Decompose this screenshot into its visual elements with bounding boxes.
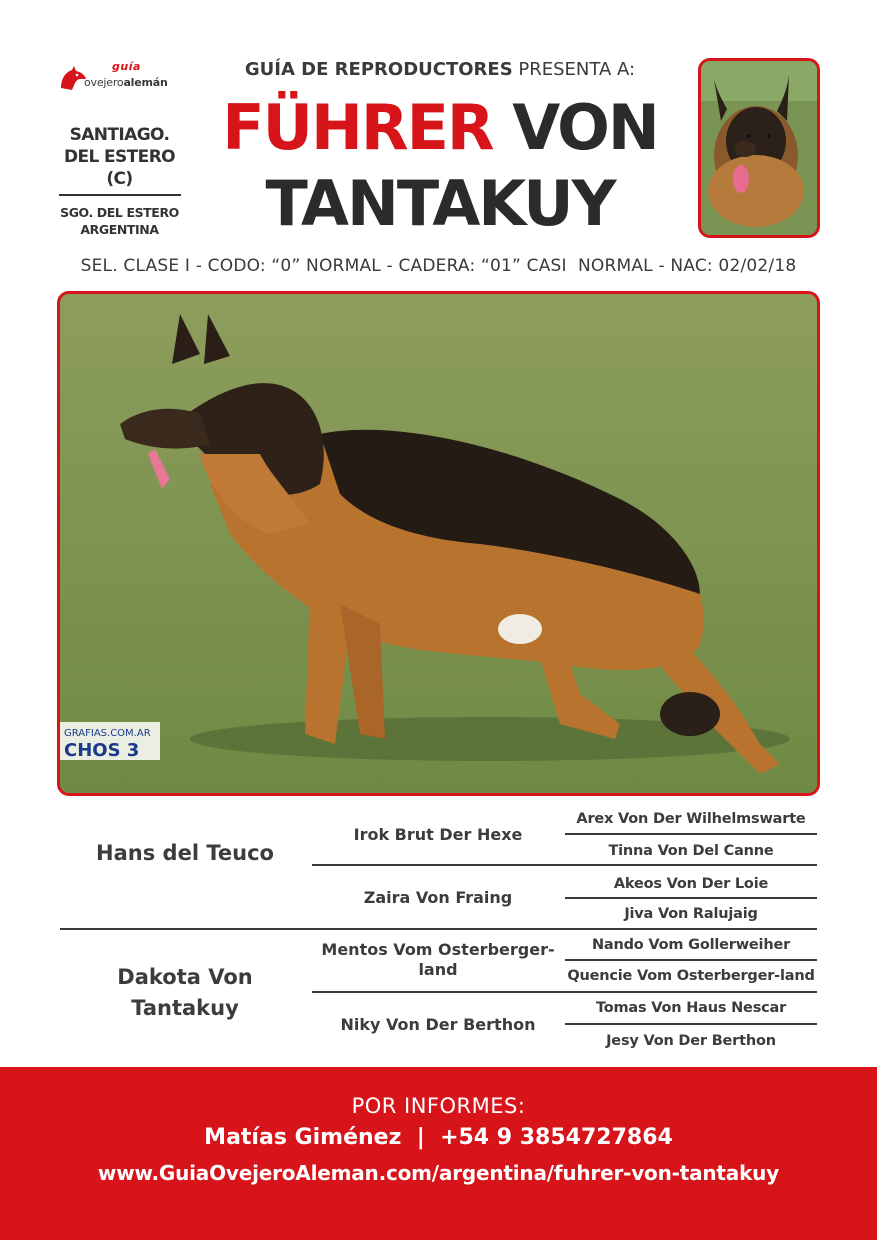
pedigree-rule (60, 928, 817, 930)
dog-specs: SEL. CLASE I - CODO: “0” NORMAL - CADERA: “01” CASI NORMAL - NAC: 02/02/18 (80, 256, 797, 276)
pedigree-ggp-5: Nando Vom Gollerweiher (591, 937, 791, 953)
location-block (52, 124, 187, 238)
logo-line-2 (84, 76, 168, 89)
pedigree-ggp-1: Arex Von Der Wilhelmswarte (576, 811, 806, 827)
pedigree-ggp-8: Jesy Von Der Berthon (606, 1033, 776, 1049)
location-region: SGO. DEL ESTERO ARGENTINA (60, 205, 179, 237)
brand-logo (58, 60, 188, 98)
location-divider (59, 194, 181, 196)
footer-label: POR INFORMES: (351, 1094, 526, 1118)
presenta-rest: PRESENTA A: (512, 59, 636, 80)
dog-portrait-photo (698, 58, 820, 238)
pedigree-dam: Dakota Von Tantakuy (117, 965, 253, 1020)
title-rest-1: VON (492, 91, 658, 164)
contact-footer (0, 1067, 877, 1240)
pedigree-sire-dam: Zaira Von Fraing (363, 888, 513, 907)
pedigree-table (0, 800, 877, 1062)
footer-url-link[interactable]: www.GuiaOvejeroAleman.com/argentina/fuhrer-von-tantakuy (97, 1161, 780, 1185)
pedigree-ggp-6: Quencie Vom Osterberger-land (567, 968, 815, 984)
title-accent: FÜHRER (222, 91, 493, 164)
pedigree-ggp-2: Tinna Von Del Canne (608, 843, 774, 859)
logo-line-1: guía (112, 60, 141, 73)
pedigree-rule (565, 959, 817, 961)
location-city: SANTIAGO. DEL ESTERO (C) (63, 125, 176, 189)
dog-main-photo (57, 291, 820, 796)
pedigree-dam-dam: Niky Von Der Berthon (340, 1015, 536, 1034)
logo-line-2b: alemán (123, 76, 168, 89)
logo-line-2a: ovejero (84, 76, 124, 89)
german-shepherd-image (60, 294, 817, 793)
pedigree-sire: Hans del Teuco (96, 841, 274, 865)
presenta-bold: GUÍA DE REPRODUCTORES (244, 59, 513, 80)
pedigree-ggp-4: Jiva Von Ralujaig (624, 906, 758, 922)
photo-watermark-line2: CHOS 3 (64, 740, 140, 761)
pedigree-rule (312, 991, 817, 993)
footer-contact: Matías Giménez | +54 9 3854727864 (204, 1125, 673, 1150)
dog-name-title (200, 90, 680, 242)
dog-portrait-image (701, 61, 817, 235)
pedigree-rule (565, 833, 817, 835)
pedigree-rule (565, 897, 817, 899)
pedigree-rule (312, 864, 817, 866)
photo-watermark-line1: GRAFIAS.COM.AR (64, 728, 151, 739)
presenta-line (200, 59, 680, 80)
pedigree-ggp-7: Tomas Von Haus Nescar (595, 1000, 787, 1016)
pedigree-sire-sire: Irok Brut Der Hexe (353, 825, 523, 844)
pedigree-rule (565, 1023, 817, 1025)
pedigree-dam-sire: Mentos Vom Osterberger-land (321, 940, 555, 979)
title-rest-2: TANTAKUY (265, 167, 615, 240)
pedigree-ggp-3: Akeos Von Der Loie (613, 876, 769, 892)
